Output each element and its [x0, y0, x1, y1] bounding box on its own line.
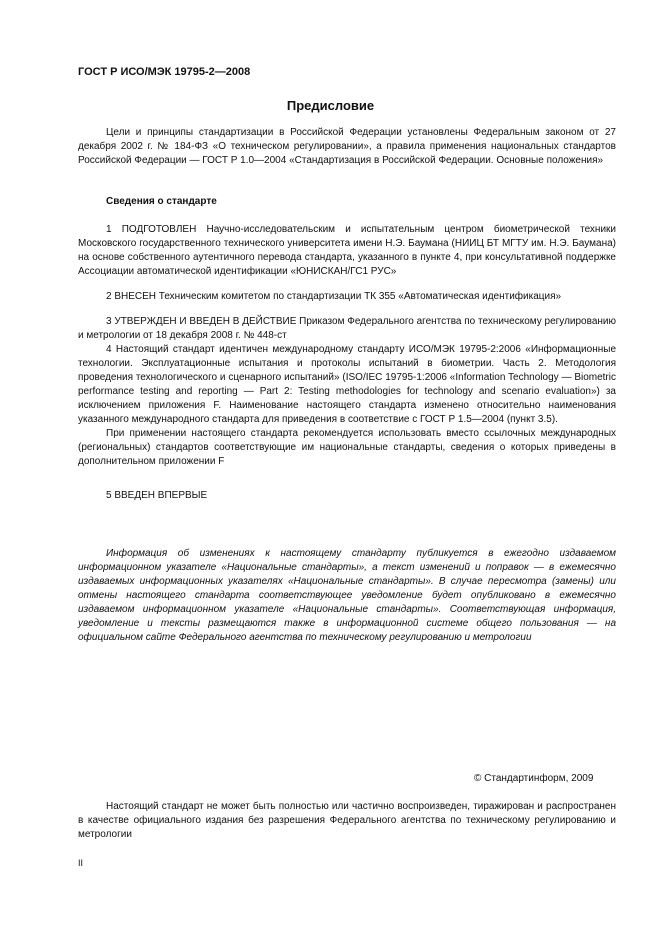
info-heading: Сведения о стандарте: [106, 196, 217, 207]
copyright: © Стандартинформ, 2009: [474, 773, 594, 784]
footer-note: [78, 800, 616, 842]
item-1: [78, 223, 616, 279]
changes-notice-text: Информация об изменениях к настоящему стандарту публикуется в ежегодно издаваемом информационном указателе «Национальные стандарты», а текст изменений и поправок — в ежемесячно издаваемых информационных указателях «Национальные стандарты». В случае пересмотра (замены) или отмены настоящего стандарта соответствующее уведомление будет опубликовано в ежемесячно издаваемом информационном указателе «Национальные стандарты». Соответствующая информация, уведомление и тексты размещаются также в информационной системе общего пользования — на официальном сайте Федерального агентства по техническому регулированию и метрологии: [78, 548, 616, 643]
item-4-text: 4 Настоящий стандарт идентичен международному стандарту ИСО/МЭК 19795-2:2006 «Информационные технологии. Эксплуатационные испытания и протоколы испытаний в биометрии. Часть 2. Методология проведения технологического и сценарного испытаний» (ISO/IEC 19795-1:2006 «Information Technology — Biometric performance testing and reporting — Part 2: Testing methodologies for technology and scenario evaluation») за исключением приложения F. Наименование настоящего стандарта изменено относительно наименования указанного международного стандарта для приведения в соответствие с ГОСТ Р 1.5—2004 (пункт 3.5).: [78, 344, 616, 425]
changes-notice: [78, 547, 616, 645]
item-2-text: 2 ВНЕСЕН Техническим комитетом по стандартизации ТК 355 «Автоматическая идентификация»: [106, 291, 562, 302]
item-4-note: При применении настоящего стандарта рекомендуется использовать вместо ссылочных международных (региональных) стандартов соответствующие им национальные стандарты, сведения о которых приведены в дополнительном приложении F: [78, 428, 616, 467]
item-5-text: 5 ВВЕДЕН ВПЕРВЫЕ: [106, 490, 208, 501]
item-3-4: [78, 315, 616, 469]
page-number: II: [78, 858, 84, 868]
item-5: [78, 489, 616, 503]
page-title: Предисловие: [286, 98, 375, 113]
item-1-text: 1 ПОДГОТОВЛЕН Научно-исследовательским и испытательным центром биометрической техники Московского государственного технического университета имени Н.Э. Баумана (НИИЦ БТ МГТУ им. Н.Э. Баумана) на основе собственного аутентичного перевода стандарта, указанного в пункте 4, при консультативной поддержке Ассоциации автоматической идентификации «ЮНИСКАН/ГС1 РУС»: [78, 224, 616, 277]
document-header: ГОСТ Р ИСО/МЭК 19795-2—2008: [78, 66, 251, 78]
item-3-text: 3 УТВЕРЖДЕН И ВВЕДЕН В ДЕЙСТВИЕ Приказом Федерального агентства по техническому регулированию и метрологии от 18 декабря 2008 г. № 448-ст: [78, 316, 616, 341]
intro-text: Цели и принципы стандартизации в Российской Федерации установлены Федеральным законом от 27 декабря 2002 г. № 184-ФЗ «О техническом регулировании», а правила применения национальных стандартов Российской Федерации — ГОСТ Р 1.0—2004 «Стандартизация в Российской Федерации. Основные положения»: [78, 127, 616, 166]
footer-note-text: Настоящий стандарт не может быть полностью или частично воспроизведен, тиражирован и распространен в качестве официального издания без разрешения Федерального агентства по техническому регулированию и метрологии: [78, 801, 616, 840]
intro-paragraph: [78, 126, 616, 168]
item-2: [78, 290, 616, 304]
